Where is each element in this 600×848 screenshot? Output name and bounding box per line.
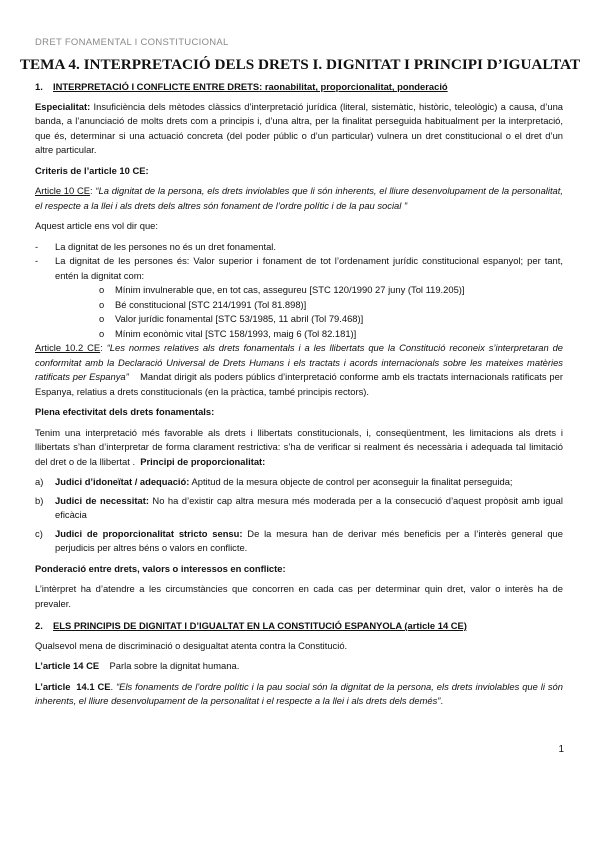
judici-text: No ha d’existir cap altra mesura més moderada per a la consecució d’aquest propòsit amb igual eficàcia xyxy=(55,494,563,520)
section-subtitle: : raonabilitat, proporcionalitat, ponderació xyxy=(259,81,448,92)
especialitat-label: Especialitat: xyxy=(35,100,91,112)
document-body xyxy=(35,80,566,715)
judici-label: Judici d’idoneïtat / adequació: xyxy=(55,476,190,487)
sub-list-item: o Valor jurídic fonamental [STC 53/1985, 11 abril (Tol 79.468)] xyxy=(55,312,563,327)
dignitat-list xyxy=(35,240,563,342)
article-14-1-label: L’article 14.1 CE xyxy=(35,680,111,692)
plena-efectivitat-paragraph xyxy=(35,426,566,470)
article-14-paragraph xyxy=(35,659,563,674)
article-14-1-quote: “Els fonaments de l’ordre polític i la pau social són la dignitat de la persona, els drets inviolables que li són inherents, el lliure desenvolupament de la personalitat i el respecte a la llei i als drets dels demés” xyxy=(35,680,563,706)
list-item xyxy=(35,254,563,341)
plena-efectivitat-heading: Plena efectivitat dels drets fonamentals: xyxy=(35,406,215,417)
criteris-heading: Criteris de l’article 10 CE: xyxy=(35,164,149,176)
judici-text: Aptitud de la mesura objecte de control per aconseguir la finalitat perseguida; xyxy=(189,476,513,487)
discriminacio-paragraph: Qualsevol mena de discriminació o desigualtat atenta contra la Constitució. xyxy=(35,639,348,651)
article-10-2-paragraph xyxy=(35,341,566,399)
article-14-1-end: . xyxy=(440,695,444,706)
judici-label: Judici de necessitat: xyxy=(55,494,149,506)
judicis-list xyxy=(35,475,563,556)
running-header: DRET FONAMENTAL I CONSTITUCIONAL xyxy=(35,37,229,48)
sub-list-item: o Bé constitucional [STC 214/1991 (Tol 81.898)] xyxy=(55,298,563,313)
section-title: INTERPRETACIÓ I CONFLICTE ENTRE DRETS xyxy=(53,81,260,92)
article-14-text: Parla sobre la dignitat humana. xyxy=(99,660,240,671)
principi-proporcionalitat-label: Principi de proporcionalitat: xyxy=(140,455,266,467)
list-item: - La dignitat de les persones no és un dret fonamental. xyxy=(35,240,563,255)
list-item-text: La dignitat de les persones és: Valor superior i fonament de tot l’ordenament jurídic constitucional espanyol; per tant, entén la dignitat com: xyxy=(55,255,563,281)
list-item xyxy=(35,527,563,556)
sub-list-item: o Mínim econòmic vital [STC 158/1993, maig 6 (Tol 82.181)] xyxy=(55,327,563,342)
article-10-colon: : xyxy=(90,185,96,196)
article-10-2-colon: : xyxy=(100,342,107,353)
article-10-2-label: Article 10.2 CE xyxy=(35,342,101,353)
especialitat-paragraph xyxy=(35,100,563,158)
list-item xyxy=(35,475,563,490)
list-item-letter: b) xyxy=(35,494,44,506)
judici-label: Judici de proporcionalitat stricto sensu: xyxy=(55,527,243,539)
article-14-label: L’article 14 CE xyxy=(35,660,100,671)
section-number: 2. xyxy=(35,620,43,631)
section-number: 1. xyxy=(35,81,43,92)
list-item-letter: c) xyxy=(35,527,43,539)
ponderacio-paragraph: L’intèrpret ha d’atendre a les circumstàncies que concorren en cada cas per determinar quin dret, valor o interès ha de prevaler. xyxy=(35,583,563,609)
article-14-1-separator: . xyxy=(110,680,117,692)
list-item xyxy=(35,494,563,523)
ponderacio-heading: Ponderació entre drets, valors o interessos en conflicte: xyxy=(35,562,286,574)
section-title: ELS PRINCIPIS DE DIGNITAT I D’IGUALTAT EN LA CONSTITUCIÓ ESPANYOLA (article 14 CE) xyxy=(53,620,467,631)
dignitat-sublist xyxy=(55,283,563,341)
judici-text: De la mesura han de derivar més beneficis per a l’interès general que perjudicis per altres béns o valors en conflicte. xyxy=(55,527,563,553)
article-10-quote: “La dignitat de la persona, els drets inviolables que li són inherents, el lliure desenvolupament de la personalitat, el respecte a la llei i als drets dels altres són fonament de l’ordre polític i de la pau social ” xyxy=(35,185,563,211)
sub-list-item: o Mínim invulnerable que, en tot cas, assegureu [STC 120/1990 27 juny (Tol 119.205)] xyxy=(55,283,563,298)
page-number: 1 xyxy=(558,744,564,755)
list-item-letter: a) xyxy=(35,476,44,487)
section-2-heading xyxy=(35,619,563,634)
article-14-1-paragraph xyxy=(35,680,563,709)
article-10-label: Article 10 CE xyxy=(35,185,91,196)
aquest-article-line: Aquest article ens vol dir que: xyxy=(35,220,158,231)
article-10-2-quote: “Les normes relatives als drets fonamentals i a les llibertats que la Constitució reconeix s’interpretaran de conformitat amb la Declaració Universal de Drets Humans i els tractats i acords internacionals sobre les mateixes matèries ratificats per Espanya” xyxy=(35,342,564,382)
page-title: TEMA 4. INTERPRETACIÓ DELS DRETS I. DIGNITAT I PRINCIPI D’IGUALTAT xyxy=(19,56,581,73)
section-1-heading xyxy=(35,80,563,95)
article-10-2-text: Mandat dirigit als poders públics d’interpretació conforme amb els tractats internacionals ratificats per Espanya, relatius a drets constitucionals (en la pràctica, també principis rectors). xyxy=(35,371,566,397)
plena-efectivitat-text: Tenim una interpretació més favorable als drets i llibertats constitucionals, i, conseqüentment, les limitacions als drets i llibertats s’han d’interpretar de forma clarament restrictiva: s’ha de verificar si realment és necessària i adequada tal limitació del dret o de la llibertat . xyxy=(35,426,566,467)
especialitat-text: Insuficiència dels mètodes clàssics d’interpretació jurídica (literal, sistemàtic, històric, teleològic) a causa, d’una banda, a l’anunciació de molts drets com a principis i, d’una altra, per la finalitat perseguida habitualment per la interpretació, que és, determinar si una actuació concreta (del poder públic o d’un particular) vulnera un dret constitucional o el dret d’un altre particular. xyxy=(35,100,563,155)
article-10-paragraph xyxy=(35,184,563,213)
